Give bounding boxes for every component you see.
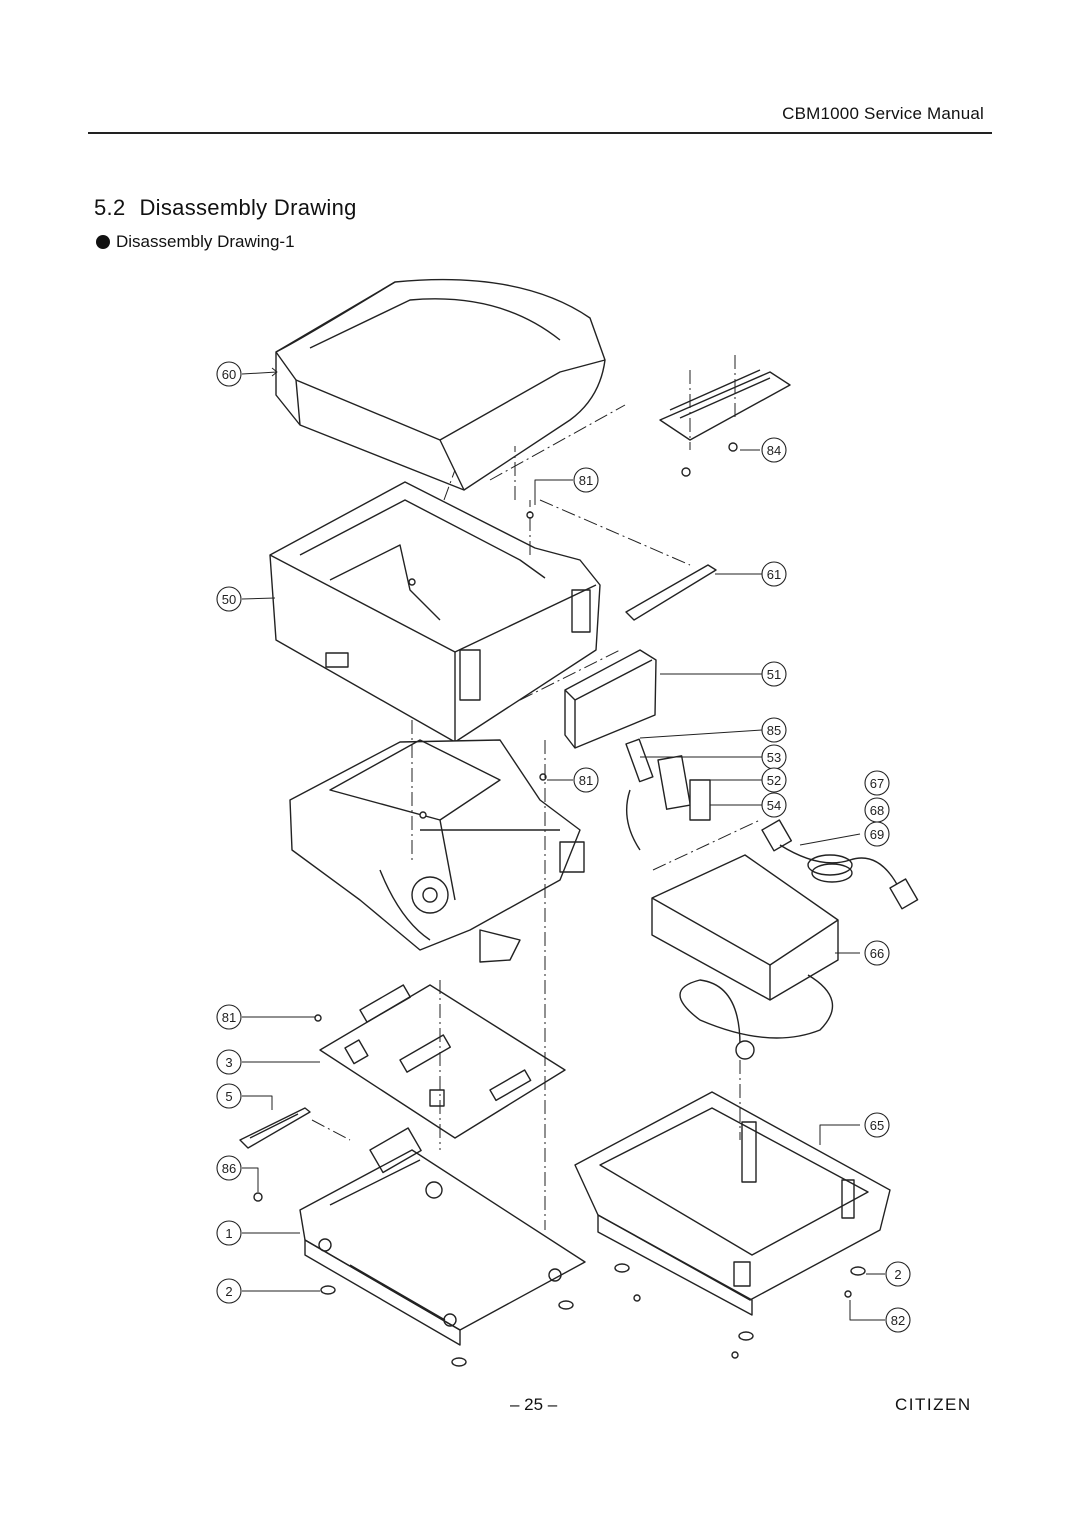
callout-2-left: 2 — [225, 1284, 233, 1299]
power-adapter-part — [652, 855, 838, 1059]
page-header — [88, 98, 992, 134]
callout-61: 61 — [766, 567, 782, 582]
control-board-part — [320, 985, 565, 1138]
bullet-icon — [96, 235, 110, 249]
callout-82: 82 — [890, 1313, 906, 1328]
subsection-heading — [96, 232, 295, 252]
callout-84: 84 — [766, 443, 782, 458]
callout-60: 60 — [221, 367, 237, 382]
subsection-title: Disassembly Drawing-1 — [116, 232, 295, 251]
section-number: 5.2 — [94, 195, 126, 220]
manual-title: CBM1000 Service Manual — [782, 104, 984, 123]
callout-86: 86 — [221, 1161, 237, 1176]
callout-5: 5 — [225, 1089, 233, 1104]
callout-65: 65 — [869, 1118, 885, 1133]
callout-81-bottom: 81 — [221, 1010, 237, 1025]
bottom-frame-part — [300, 1128, 585, 1345]
callout-66: 66 — [869, 946, 885, 961]
printer-mechanism-part — [290, 740, 584, 962]
cutter-cover-part — [565, 650, 656, 748]
callout-50: 50 — [221, 592, 237, 607]
exploded-view-drawing — [0, 270, 1080, 1390]
header-rule — [88, 132, 992, 134]
callout-81-top: 81 — [578, 473, 594, 488]
callout-54: 54 — [766, 798, 782, 813]
guide-plate-part — [626, 565, 716, 620]
section-title: Disassembly Drawing — [139, 195, 357, 220]
sensor-board-part — [626, 739, 710, 850]
callout-81-middle: 81 — [578, 773, 594, 788]
callout-3: 3 — [225, 1055, 233, 1070]
callout-53: 53 — [766, 750, 782, 765]
callout-2-right: 2 — [894, 1267, 902, 1282]
callout-68: 68 — [869, 803, 885, 818]
case-body-part — [270, 482, 600, 742]
top-cover-part — [276, 280, 605, 490]
callout-85: 85 — [766, 723, 782, 738]
callout-69: 69 — [869, 827, 885, 842]
brand-name: CITIZEN — [895, 1395, 972, 1414]
callout-51: 51 — [766, 667, 782, 682]
callout-52: 52 — [766, 773, 782, 788]
section-heading — [94, 195, 357, 221]
connector-cover-part — [240, 1108, 310, 1148]
callout-67: 67 — [869, 776, 885, 791]
callout-1: 1 — [225, 1226, 233, 1241]
page-number: – 25 – — [510, 1395, 558, 1414]
